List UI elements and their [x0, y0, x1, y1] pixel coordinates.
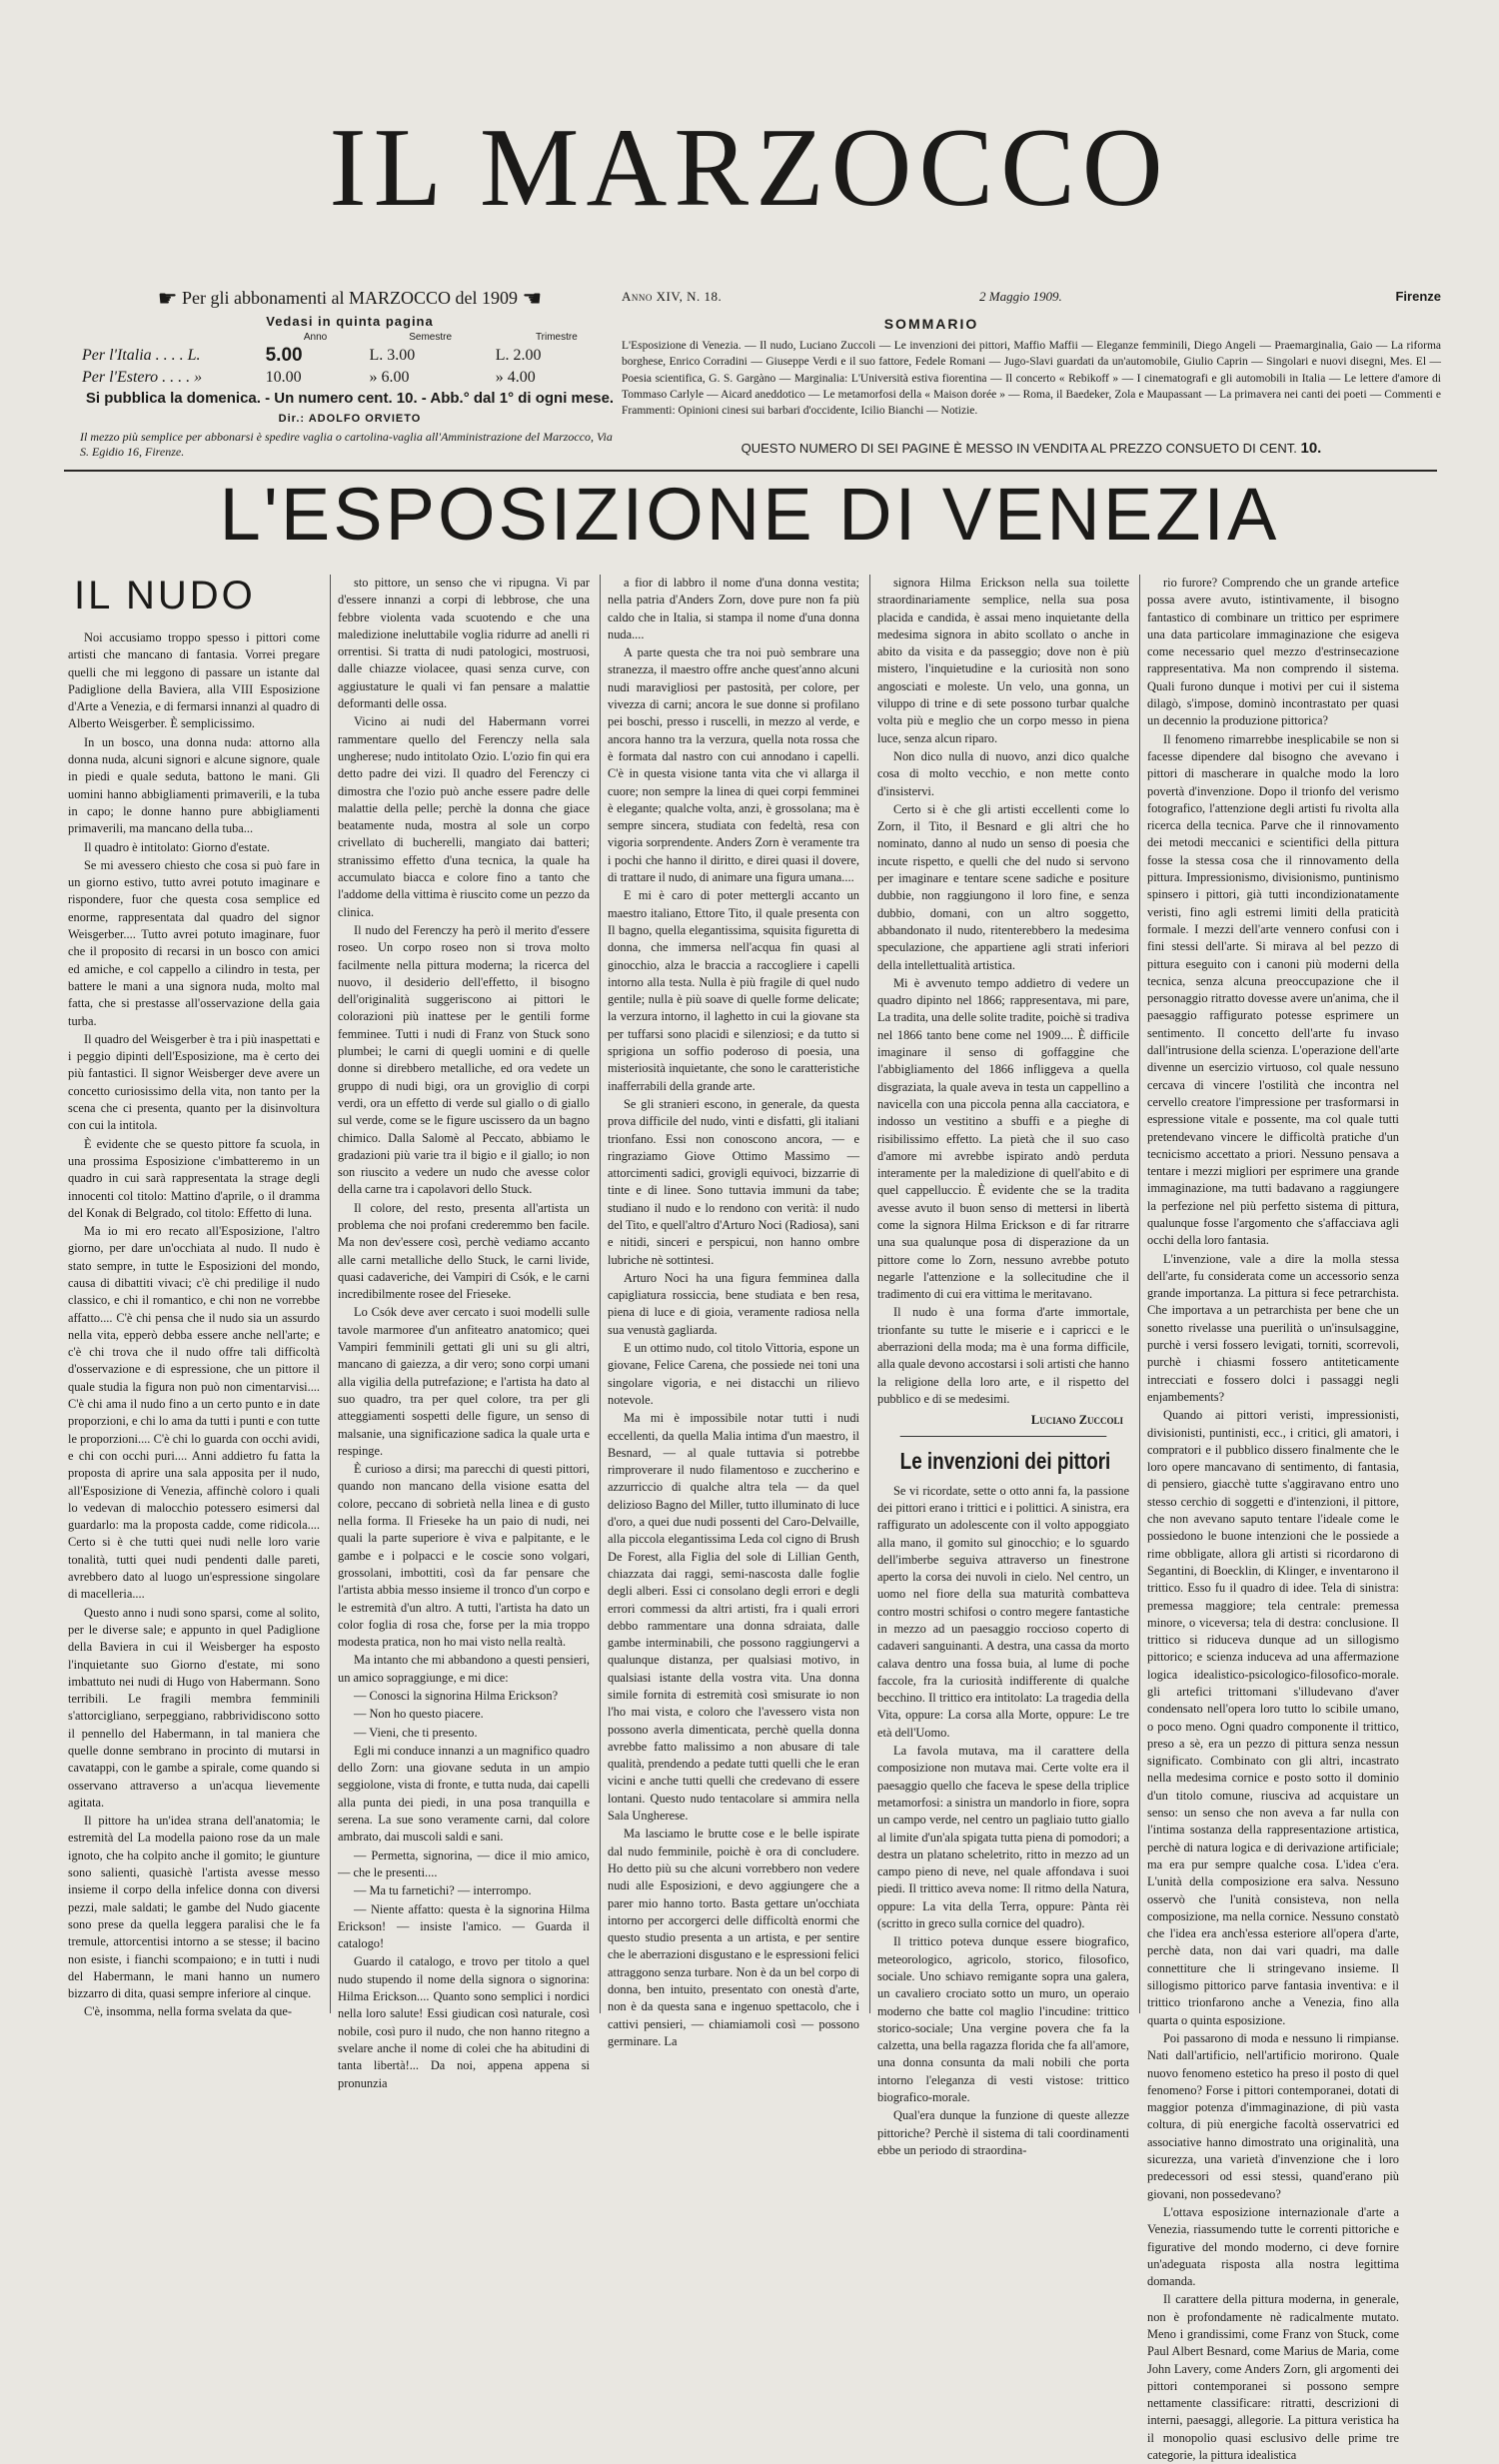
paragraph: Ma io mi ero recato all'Esposizione, l'altro giorno, per dare un'occhiata al nudo. Il nudo è stato sempre, in tutte le Esposizioni del mondo, causa di dibattiti vivaci; c'è chi predilige il nudo classico, e chi il romantico, e chi non ne vorrebbe affatto.... C'è chi pensa che il nudo sia un assurdo nella vita, epperò debba essere anche nell'arte; e c'è chi trova che il nudo offre tali difficoltà d'osservazione e di espressione, che un pittore il quale studia la figura non può non cimentarvisi.... C'è chi ama il nudo fino a un certo punto e in date proporzioni, e chi lo ama da tutti i punti e con tutte le proporzioni.... C'è chi lo guarda con occhi avidi, e chi con occhi puri.... Anni addietro fu fatta la proposta di aprire una sala apposita per il nudo, all'Esposizione di Venezia, affinchè coloro i quali lo vedevan di malocchio potessero esimersi dal guardarlo: ma la proposta cadde, come ridicola.... Certo si è che tutti quei nudi nelle loro varie tonalità, tutti quei nudi pendenti dalle pareti, avrebbero dato al luogo un'espressione singolare di macelleria.... [68, 1224, 320, 1602]
sommario-title: SOMMARIO [883, 316, 979, 332]
paragraph: Questo anno i nudi sono sparsi, come al solito, per le diverse sale; e appunto in quel Padiglione della Baviera in cui il Weisberger ha esposto l'inquietante suo Giorno d'estate, mi sono imbattuto nei nudi di Hugo von Habermann. Sono terribili. Le fragili membra femminili s'attorcigliano, serpeggiano, rabbrividiscono sotto il pennello del Habermann, in tal maniera che quelle donne sembrano in procinto di mutarsi in cavatappi, con le gambe a spirale, come quando si osservano attraverso a un'acqua lievemente agitata. [68, 1605, 320, 1810]
subscription-heading [80, 286, 620, 314]
column-2-body [338, 575, 590, 2092]
paragraph: Arturo Noci ha una figura femminea dalla capigliatura rossiccia, bene studiata e ben resa, piena di luce e di gioia, veramente radiosa nella sua venustà gagliarda. [608, 1270, 859, 1337]
column-2 [338, 575, 590, 2090]
subscription-heading-text: Per gli abbonamenti al MARZOCCO del 1909 [182, 288, 518, 308]
paragraph: È curioso a dirsi; ma parecchi di questi pittori, quando non mancano della visione esatta del colore, peccano di sobrietà nella linea e di gusto nella forma. Il Frieseke ha un paio di nudi, nei quali la parte superiore è viva e palpitante, e le gambe e i polpacci e le coscie sono volgari, grossolani, imbottiti, così da far pensare che l'artista abbia messo insieme il tronco d'un corpo e le estremità d'un altro. A tutti, l'artista ha dato un color foglia di rosa che, forse per la mia troppo modesta pratica, non ho mai visto nella realtà. [338, 1462, 590, 1650]
paragraph: L'invenzione, vale a dire la molla stessa dell'arte, fu considerata come un accessorio senza grande importanza. La pittura si fece petrarchista. Che importava a un petrarchista per bene che un sonetto rivelasse una puerilità o un'insulsaggine, purchè i versi fossero levigati, torniti, scorrevoli, purchè i chiasmi fossero antiteticamente intrecciati e fossero dolci i passaggi negli enjambements? [1147, 1251, 1399, 1404]
issue-date: 2 Maggio 1909. [979, 289, 1062, 304]
price-row-abroad [80, 368, 620, 388]
section-title: IL NUDO [74, 574, 256, 617]
paragraph: Certo si è che gli artisti eccellenti come lo Zorn, il Tito, il Besnard e gli altri che ho nominato, danno al nudo un senso di poesia che incute rispetto, e quelli che del nudo si servono per imaginare e tentare scene sadiche e positure dubbie, non raggiungono il loro fine, e senza dubbio, domani, con un altro soggetto, abbandonato il nudo, ritenterebbero la medesima speculazione, che appartiene agli strati inferiori della intellettualità artistica. [877, 801, 1129, 972]
paragraph: Se mi avessero chiesto che cosa si può fare in un giorno estivo, tutto avrei potuto imaginare e rispondere, fuor che questa cosa semplice ed enorme, rappresentata dal quadro del signor Weisgerber.... Tutto avrei potuto imaginare, fuor che il proposito di recarsi in un bosco con amici ed amiche, e col cappello a cilindro in testa, per battere le mani a una signora nuda, molto mal fatta, che si prestasse all'osservazione della gaia turba. [68, 857, 320, 1028]
paragraph: Mi è avvenuto tempo addietro di vedere un quadro dipinto nel 1866; rappresentava, mi pare, La tradita, una delle solite tradite, poichè si tradiva nel 1866 tanto bene come nel 1909.... È difficile imaginare il senso di goffaggine che l'abbigliamento del 1866 infliggeva a quella disgraziata, la quale aveva in testa un cappellino a navicella con una piccola penna alla cacciatora, e indosso un vestitino a sbuffi e a pieghe di risibilissimo effetto. La pietà che il suo caso d'amore mi avrebbe ispirato andò perduta interamente per la maledizione di quell'abito e di quel cappelluccio. È evidente che se la tradita avesse avuto il buon senso di mettersi in libertà come la signora Hilma Erickson e di far ritrarre una sua qualunque posa di disperazione da un pittore come lo Zorn, nessuno avrebbe potuto negarle l'attenzione e la sollecitudine che il tradimento di cui era vittima le meritavano. [877, 975, 1129, 1302]
paragraph: Ma mi è impossibile notar tutti i nudi eccellenti, da quella Malia intima d'un maestro, il Besnard, — al quale tuttavia si potrebbe rimproverare il nudo filamentoso e zuccherino e azzurriccio di qualche altra tela — da quel delizioso Bagno del Miller, tutto illuminato di luce d'oro, a quei due nudi possenti del Caro-Delvaille, alla piccola elegantissima Leda col cigno di Brush De Forest, alla Figlia del sole di Lillian Genth, chiazzata dai raggi, semi-nascosta dalle foglie degli alberi. Essi ci consolano degli errori e degli errori commessi da altri artisti, fra i quali errori debbo rammentare una donna sdraiata, dalle gambe interminabili, che possono raggiungervi a qualunque distanza, per qualsiasi motivo, in qualsiasi istante della vostra vita. Una donna simile fornita di estremità così smisurate io non l'ho mai vista, e coloro che l'avessero vista non possono averla dimenticata, perchè quella donna avrebbe fatto malissimo a non abusare di tale qualità, prendendo a pedate tutti quelli che le eran vicini e anche tutti quelli che credevano di essere lontani. Questo nudo tentacolare si ammira nella Sala Ungherese. [608, 1411, 859, 1824]
paragraph: A parte questa che tra noi può sembrare una stranezza, il maestro offre anche quest'anno alcuni nudi maravigliosi per pastosità, per colore, per vivezza di carni; ancora le sue donne si profilano pei boschi, presso i ruscelli, in mezzo al verde, e ancora hanno tra la verzura, quella nota rossa che è formata dal nastro con cui annodano i capelli. C'è in questa visione tanta vita che vi allarga il cuore; non sempre la linea di quei corpi femminei è elegante; qualche volta, anzi, è grossolana; ma è sempre sincera, studiata con fedeltà, resa con vigoria sorprendente. Anders Zorn è veramente tra i pochi che hanno il diritto, e direi quasi il dovere, di trattare il nudo, di animare una figura umana.... [608, 645, 859, 885]
paragraph: E un ottimo nudo, col titolo Vittoria, espone un giovane, Felice Carena, che possiede nei toni una singolare vigoria, e nei distacchi un rilievo notevole. [608, 1341, 859, 1407]
paragraph: — Conosci la signorina Hilma Erickson? [354, 1689, 559, 1703]
paragraph: L'ottava esposizione internazionale d'arte a Venezia, riassumendo tutte le correnti pittoriche e figurative del mondo moderno, ci deve fornire un'adeguata risposta alla nostra legittima domanda. [1147, 2204, 1399, 2289]
paragraph: signora Hilma Erickson nella sua toilette straordinariamente semplice, nella sua posa placida e candida, è assai meno inquietante della medesima signora in abito scollato o anche in abito da visita e da passeggio; dove non è più mistero, l'inquietudine e la curiosità non sono angosciati e moleste. Un velo, una gonna, un viluppo di trine e di sete possono turbar qualche volta più e meglio che un corpo messo in piena luce, senza alcun riparo. [877, 576, 1129, 745]
paragraph: Ma lasciamo le brutte cose e le belle ispirate dal nudo femminile, poichè è ora di concludere. Ho detto più su che alcuni vorrebbero non vedere nudi alle Esposizioni, e devo aggiungere che a parer mio hanno torto. Basta gettare un'occhiata intorno per accorgerci delle difficoltà enormi che questo studio presenta a un artista, e per sentire che le aberrazioni disgustano e le espressioni felici attraggono senza turbare. Non è da un bel corpo di donna, ben intuito, presentato con onestà d'arte, non è da questa sana e ingenuo spettacolo, che i cattivi pensieri, — chiamiamoli così — possono germinare. La [608, 1827, 859, 2048]
paragraph: sto pittore, un senso che vi ripugna. Vi par d'essere innanzi a corpi di lebbrose, che una febbre violenta vada scuotendo e che una maledizione ineluttabile voglia ridurre ad anelli ri orrentisi. Si tratta di nudi patologici, mostruosi, dalle chiazze violacee, quasi senza curve, con aggiustature le quali vi fan pensare a malattie deformanti delle ossa. [338, 576, 590, 711]
paragraph: È evidente che se questo pittore fa scuola, in una prossima Esposizione c'imbatteremo in un quadro in cui sarà rappresentata la strage degli innocenti col titolo: Mattino d'aprile, o il dramma del Konak di Belgrado, col titolo: Effetto di luna. [68, 1136, 320, 1220]
column-4-article-body [877, 1483, 1129, 2160]
paragraph: Non dico nulla di nuovo, anzi dico qualche cosa di molto vecchio, e non mette conto d'insistervi. [877, 748, 1129, 798]
paragraph: Il trittico poteva dunque essere biografico, meteorologico, agricolo, storico, filosofico, sociale. Uno schiavo remigante sopra una galera, un cavaliero crociato sotto un muro, un operaio moderno che batte col maglio l'incudine: trittico storico-sociale; Una vergine povera che fa la calzetta, una bella ragazza florida che fa all'amore, una donna consunta da mali nobili che porta intorno l'eleganza di vesti vistose: trittico biografico-morale. [877, 1934, 1129, 2105]
column-rule [869, 575, 870, 2013]
abroad-label: Per l'Estero . . . . » [82, 369, 203, 386]
signature: Luciano Zuccoli [1030, 1413, 1123, 1428]
col-semester: Semestre [409, 331, 453, 343]
paragraph: a fior di labbro il nome d'una donna vestita; nella patria d'Anders Zorn, dove pure non fa più caldo che in Italia, si stampa il nome d'una donna nuda.... [608, 576, 859, 641]
column-4 [877, 575, 1129, 2157]
paragraph: Se gli stranieri escono, in generale, da questa prova difficile del nudo, vinti e disfatti, gli italiani trionfano. Essi non conoscono ancora, — e ringraziamo Giove Ottimo Massimo — attorcimenti sadici, grovigli equivoci, bizzarrie di tinte e di linee. Sono tuttavia immuni da tabe; studiano il nudo e lo rendono con verità: il nudo del Tito, e quell'altro d'Arturo Noci (Radiosa), sani e nitidi, sinceri e perspicui, non hanno ombre lubriche nè sottintesi. [608, 1096, 859, 1267]
issue-number: Anno XIV, N. 18. [622, 289, 723, 304]
paragraph: Il pittore ha un'idea strana dell'anatomia; le estremità del La modella paiono rose da un male ignoto, che ha colpito anche il gomito; le giunture sono salienti, quasichè l'artista avesse messo insieme il corpo della infelice donna con diversi pezzi, male saldati; le gambe del Nudo giacente sono prese da quella leggera paralisi che le fa tremule, attorcentisi intorno a se stesse; il bacino non esiste, i fianchi scompaiono; e in tutti i nudi del Habermann, le mani hanno un numero bizzarro di dita, quasi sempre inferiore al cinque. [68, 1814, 320, 2001]
abroad-semester: » 6.00 [369, 369, 410, 386]
abroad-trimester: » 4.00 [495, 369, 536, 386]
paragraph: Il quadro è intitolato: Giorno d'estate. [84, 839, 270, 854]
italy-semester: L. 3.00 [369, 347, 416, 365]
paragraph: rio furore? Comprendo che un grande artefice possa avere avuto, istintivamente, il bisogno fantastico di combinare un trittico per esprimere una data particolare immaginazione che esigeva come necessario quel mezzo d'estrinsecazione rappresentativa. Ma non comprendo il sistema. Quali furono dunque i motivi per cui il sistema dilagò, s'impose, dominò incontrastato per quasi un decennio la produzione pittorica? [1147, 576, 1399, 728]
paragraph: Il colore, del resto, presenta all'artista un problema che noi profani crederemmo ben facile. Ma non dev'essere così, perchè vediamo accanto alle carni metalliche dello Stuck, le carni livide, quasi cadaveriche, dei Vampiri di Csók, e le carni incredibilmente rosee del Frieseke. [338, 1200, 590, 1302]
paragraph: Qual'era dunque la funzione di queste allezze pittoriche? Perchè il sistema di tali coordinamenti ebbe un periodo di straordina- [877, 2108, 1129, 2157]
header-rule [64, 470, 1437, 472]
price-note [622, 440, 1441, 457]
paragraph: In un bosco, una donna nuda: attorno alla donna nuda, alcuni signori e alcune signore, quale in piedi e quale seduta, battono le mani. Gli uomini hanno abbigliamenti primaverili, e la tuba in capo; le donne hanno pure abbigliamenti primaverili, ma mancano della tuba... [68, 734, 320, 836]
paragraph: Quando ai pittori veristi, impressionisti, divisionisti, puntinisti, ecc., i critici, gli amatori, i compratori e il pubblico dissero finalmente che le loro opere mancavano di sentimento, di fantasia, di pensiero, giacchè tutte s'aggiravano entro uno stesso cerchio di soggetti e d'intenzioni, il pittore, che non avevano saputo tentare l'ideale come le possiedono le buone intenzioni che le possiede a rime obbligate, allora gli artisti si ricordarono di Segantini, di Boecklin, di Klinger, e inventarono il trittico. Esso fu il quadro di idee. Tela di sinistra: premessa maggiore; tela centrale: premessa minore, o viceversa; tela di destra: conclusione. Il trittico si riduceva dunque ad un sillogismo pittorico; e scienza induceva ad una affermazione logica idealistico-psicologico-filosofico-morale. gli artefici trittomani s'illudevano d'aver condensato nell'opera loro tutto lo scibile umano, o poco meno. Ogni quadro componente il trittico, preso a sè, era un pezzo di pittura senza nessun significato. Combinato con gli altri, incastrato nella medesima cornice e posto sotto il dominio d'un titolo comune, riusciva ad acquistare un senso: un senso che non aveva a far nulla con l'intima sostanza della rappresentazione artistica, perchè di natura logica e di derivazione artificiale; ma era pur sempre qualche cosa. L'idea c'era. L'unità della composizione era salva. Nessuno osservò che l'unità consisteva, non nella composizione, ma nella cornice. Nessuno constatò che l'idea era anch'essa esteriore all'opera d'arte, perchè data, non dai vari quadri, ma dalle connettiture che li stringevano insieme. Il sillogismo pittorico parve fantasia inventiva: e il trittico trionfarono anche a Venezia, fino alla quarta o quinta esposizione. [1147, 1408, 1399, 2027]
paragraph: Il quadro del Weisgerber è tra i più inaspettati e i peggio dipinti dell'Esposizione, ma è certo dei più fantastici. Il signor Weisberger deve avere un concetto curiosissimo della vita, non tanto per la scena che ci presenta, quanto per la disinvoltura con cui la intitola. [68, 1031, 320, 1133]
paragraph: — Vieni, che ti presento. [354, 1725, 478, 1740]
column-5-body [1147, 575, 1399, 2464]
price-row-italy [80, 344, 620, 368]
column-1 [68, 570, 320, 2019]
paragraph: — Non ho questo piacere. [354, 1707, 484, 1722]
price-table [80, 332, 620, 388]
paragraph: E mi è caro di poter mettergli accanto un maestro italiano, Ettore Tito, il quale presenta con Il bagno, quella elegantissima, squisita figuretta di donna, che immersa nell'acqua fin quasi al ginocchio, alza le braccia a raccogliere i capelli intorno alla testa. Nulla è più fragile di quel nudo gentile; nulla è più soave di quelle forme delicate; la verzura intorno, il laghetto in cui la giovane sta per tuffarsi sono placidi e silenziosi; e da tutto si sprigiona un soffio poderoso di poesia, una misteriosità inquietante, che sono le caratteristiche inafferrabili della grande arte. [608, 888, 859, 1093]
paragraph: Ma intanto che mi abbandono a questi pensieri, un amico sopraggiunge, e mi dice: [338, 1653, 590, 1685]
column-5 [1147, 575, 1399, 2463]
column-rule [330, 575, 331, 2013]
italy-year: 5.00 [265, 345, 303, 367]
publication-note: Si pubblica la domenica. - Un numero cent. 10. - Abb.° dal 1° di ogni mese. [85, 390, 615, 407]
article-title: Le invenzioni dei pittori [900, 1436, 1107, 1477]
pointing-hand-right-icon: ☛ [157, 287, 178, 312]
italy-trimester: L. 2.00 [495, 347, 542, 365]
col-trimester: Trimestre [535, 331, 578, 343]
paragraph: La favola mutava, ma il carattere della composizione non mutava mai. Certe volte era il paesaggio quello che faceva le spese della triplice metamorfosi: a sinistra un mandorlo in fiore, sopra un campo verde, nel centro un pagliaio tutto giallo al limite d'un'ala spigata tutta piena di pomodori; a destra un platano scheletrito, ritto in mezzo ad un campo pieno di neve, nel quale affondava i suoi piedi. Il trittico aveva nome: Il ritmo della Natura, oppure: La vita della Terra, oppure: Pànta rèi (scritto in greco sulla cornice del quadro). [877, 1744, 1129, 1931]
headline: L'ESPOSIZIONE DI VENEZIA [219, 473, 1280, 556]
paragraph: Vicino ai nudi del Habermann vorrei rammentare quello del Ferenczy nella sala ungherese; nudo intitolato Ozio. L'ozio fin qui era detto padre dei vizi. Il quadro del Ferenczy ci dimostra che l'ozio può anche essere padre delle malattie della pelle; perchè la donna che giace beatamente nuda, mostra al sole un corpo crivellato di bucherelli, mangiato dai batteri; stranissimo effetto d'una tecnica, la quale ha accumulato biacca e colore fino a tanto che l'addome della vittima è riuscito come un pezzo da clinica. [338, 714, 590, 919]
price-note-text: QUESTO NUMERO DI SEI PAGINE È MESSO IN VENDITA AL PREZZO CONSUETO DI CENT. [741, 441, 1297, 456]
pointing-hand-left-icon: ☚ [522, 287, 543, 312]
paragraph: Se vi ricordate, sette o otto anni fa, la passione dei pittori erano i trittici e i polittici. A sinistra, era raffigurato un adolescente con il volto appoggiato alla mano, il gomito sul ginocchio; e lo sguardo dell'imberbe seguiva attraverso un finestrone aperto la corsa dei nuvoli in cielo. Nel centro, un uomo nel fiore della sua maturità combatteva contro mostri schifosi o contro megere fantastiche in mezzo ad un paesaggio roccioso coperto di cadaveri sanguinanti. A destra, una cassa da morto calava dentro una fossa buia, al lume di poche faccole, fra la curiosità indifferente di qualche becchino. Il trittico era intitolato: La tragedia della Vita, oppure: La corsa alla Morte, oppure: Le tre età dell'Uomo. [877, 1483, 1129, 1740]
paragraph: Noi accusiamo troppo spesso i pittori come artisti che mancano di fantasia. Vorrei pregare quelli che mi leggono di passare un istante dal Padiglione della Baviera, alla VIII Esposizione d'Arte a Venezia, e di fermarsi innanzi al quadro di Alberto Weisgerber. È semplicissimo. [68, 630, 320, 731]
subscription-instructions: Il mezzo più semplice per abbonarsi è spedire vaglia o cartolina-vaglia all'Amministrazione del Marzocco, Via S. Egidio 16, Firenze. [80, 429, 613, 460]
paragraph: — Permetta, signorina, — dice il mio amico, — che le presenti.... [338, 1848, 590, 1879]
paragraph: C'è, insomma, nella forma svelata da que- [84, 2004, 292, 2019]
column-rule [600, 575, 601, 2013]
paragraph: — Ma tu farnetichi? — interrompo. [354, 1883, 532, 1898]
column-1-body [68, 629, 320, 2021]
masthead: IL MARZOCCO [329, 106, 1170, 230]
subscription-box [80, 286, 620, 461]
paragraph: Egli mi conduce innanzi a un magnifico quadro dello Zorn: una giovane seduta in un ampio seggiolone, vista di fronte, e tutta nuda, dai capelli alla punta dei piedi, in una posa tranquilla e serena. La sue sono veramente carni, dal colore ambrato, dai muscoli saldi e sani. [338, 1743, 590, 1845]
paragraph: Il nudo è una forma d'arte immortale, trionfante su tutte le miserie e i capricci e le aberrazioni della moda; ma è una forma difficile, alla quale devono accostarsi i soli artisti che hanno la religione della loro arte, e il rispetto del pubblico e di se medesimi. [877, 1305, 1129, 1406]
see-page-note: Vedasi in quinta pagina [266, 313, 434, 329]
paragraph: Il nudo del Ferenczy ha però il merito d'essere roseo. Un corpo roseo non si trova molto facilmente nella pittura moderna; la ricerca del nuovo, il desiderio dell'effetto, il bisogno dell'originalità suggeriscono ai pittori le colorazioni più inattese per le gentili forme femminee. Tutti i nudi di Franz von Stuck sono plumbei; le carni di quegli uomini e di quelle donne si direbbero metalliche, ed ora vedete un gruppo di nudi bigi, ora un groviglio di corpi verdi, ora un effetto di verde sul giallo o di giallo sul verde, come se le figure uscissero da un bagno chimico. Dalla Salomè al Peccato, abbiamo le gradazioni più varie tra il bigio e il giallo; io non son riuscito a vedere un nudo che avesse color della carne tra i capolavori dello Stuck. [338, 922, 590, 1197]
column-3-body [608, 575, 859, 2050]
abroad-year: 10.00 [265, 369, 302, 386]
paragraph: Il carattere della pittura moderna, in generale, non è profondamente nè radicalmente mutato. Meno i grandissimi, come Franz von Stuck, come Paul Albert Besnard, come Marius de Maria, come John Lavery, come Anders Zorn, gli argomenti dei pittori contemporanei si possono sempre nettamente classificare: ritratti, descrizioni di interni, paesaggi, allegorie. La pittura veristica ha il monopolio quasi esclusivo delle prime tre categorie, la pittura idealistica [1147, 2292, 1399, 2463]
column-3 [608, 575, 859, 2048]
col-year: Anno [303, 331, 328, 343]
paragraph: Poi passarono di moda e nessuno li rimpianse. Nati dall'artificio, nell'artificio morirono. Quale nuovo fenomeno estetico ha preso il posto di quel fenomeno? Forse i pittori contemporanei, dotati di maggior potenza d'immaginazione, di più vasta coltura, di più energiche facoltà osservatrici ed associative hanno dimostrato una originalità, una sicurezza, una varietà d'invenzione che i loro predecessori od essi stessi, quand'erano più giovani, non possedevano? [1147, 2030, 1399, 2201]
paragraph: — Niente affatto: questa è la signorina Hilma Erickson! — insiste l'amico. — Guarda il catalogo! [338, 1901, 590, 1951]
director: Dir.: ADOLFO ORVIETO [278, 412, 422, 425]
price-note-value: 10. [1300, 440, 1322, 457]
italy-label: Per l'Italia . . . . L. [82, 347, 201, 365]
paragraph: Lo Csók deve aver cercato i suoi modelli sulle tavole marmoree d'un anfiteatro anatomico; quei Vampiri femminili gettati gli uni su gli altri, mancano di gaiezza, a dir vero; sono corpi umani alla vigilia della putrefazione; e l'artista ha dato al suo quadro, tra per quel colore, tra per gli atteggiamenti sospetti delle figure, un senso di malsanie, una significazione sadica la quale urta e respinge. [338, 1305, 590, 1458]
column-4-body [877, 575, 1129, 1408]
paragraph: Il fenomeno rimarrebbe inesplicabile se non si facesse dipendere dal bisogno che avevano i pittori di mascherare in qualche modo la loro povertà d'invenzione. Dopo il trionfo del verismo fotografico, l'attenzione degli artisti fu rivolta alla ricerca della tecnica. Parve che il rinnovamento dei metodi meccanici e scientifici della pittura fosse la stessa cosa che il rinnovamento della pittura. Impressionismo, divisionismo, puntinismo spinsero i pittori, già tutti incondizionatamente veristi, fino agli estremi limiti della praticità formale. I mezzi dell'arte vennero confusi con i fini stessi dell'arte. Si mirava al bel pezzo di pittura eseguito con i canoni più moderni della tecnica, senza alcuna preoccupazione che il personaggio ritratto dovesse avere un'anima, che il paesaggio raffigurato potesse esprimere un sentimento. Il concetto dell'arte fu invaso dall'intrusione della scienza. L'operazione dell'arte divenne un esercizio virtuoso, col quale nessuno cercava di vincere l'ostilità che incontra nel cervello creatore l'impressione per trasformarsi in espressione vitale e possente, ma col quale tutti pretendevano vincere le difficoltà pratiche d'un tecnicismo accettato a priori. Nessuno pensava a tentare i mezzi migliori per esprimere una grande immaginazione, ma tutti badavano a raggiungere la perfezione nel più perfetto sistema di pittura, qualunque fosse l'argomento che s'affacciava agli occhi della loro fantasia. [1147, 731, 1399, 1248]
sommario-text: L'Esposizione di Venezia. — Il nudo, Luciano Zuccoli — Le invenzioni dei pittori, Maffio Maffii — Eleganze femminili, Diego Angeli — Praemarginalia, Gaio — La riforma borghese, Enrico Corradini — Giuseppe Verdi e il suo fattore, Fedele Romani — Jugo-Slavi guardati da un'automobile, Giulio Caprin — Singolari e nuovi disegni, Mes. El — Poesia scientifica, G. S. Gargàno — Marginalia: L'Università estiva fiorentina — Il concerto « Rebikoff » — I cinematografi e gli automobili in Italia — Le lettere d'amore di Tommaso Carlyle — Aicard aneddotico — Le metamorfosi della « Maison dorée » — Roma, il Baedeker, Zola e Maupassant — La primavera nei canti dei poeti — Commenti e Frammenti: Opinioni cinesi sui barbari d'occidente, Icilio Bianchi — Notizie. [622, 340, 1441, 418]
issue-city: Firenze [1395, 289, 1441, 304]
column-rule [1139, 575, 1140, 2013]
paragraph: Guardo il catalogo, e trovo per titolo a quel nudo stupendo il nome della signora o signorina: Hilma Erickson.... Quanto sono semplici i nordici nella loro salute! Essi giudican così naturale, così nobile, così puro il nudo, che non hanno ritegno a svelare anche il nome di colei che ha abitudini di tanta libertà!... Da noi, appena appena si pronunzia [338, 1954, 590, 2090]
